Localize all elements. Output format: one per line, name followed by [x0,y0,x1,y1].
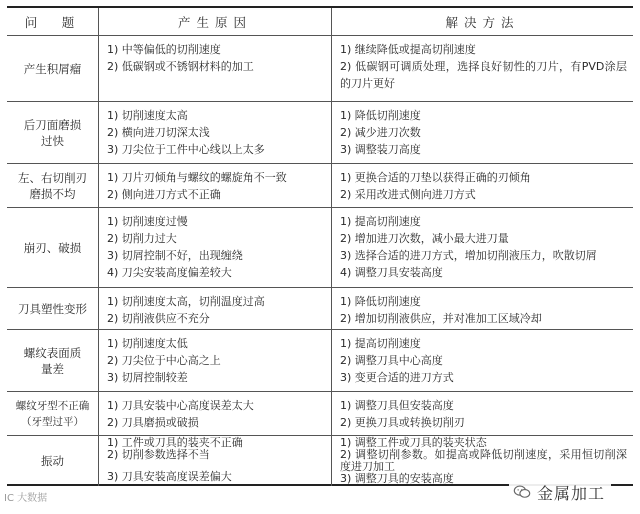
solution-item: 2) 低碳钢可调质处理，选择良好韧性的刀片，有PVD涂层的刀片更好 [340,60,627,90]
solution-item: 3) 调整装刀高度 [340,143,421,156]
solution-cell [332,164,633,207]
cause-cell [99,102,332,163]
solution-item: 2) 更换刀具或转换切削刃 [340,416,465,429]
cause-cell [99,36,332,101]
solution-item: 2) 减少进刀次数 [340,126,421,139]
cause-item: 2) 刀尖位于中心高之上 [107,354,221,367]
table-header-row [7,8,633,36]
solution-item: 3) 调整刀具的安装高度 [340,472,454,485]
solution-cell [332,392,633,435]
cause-item: 1) 刀具安装中心高度误差太大 [107,399,254,412]
problem-cell: 振动 [7,436,99,486]
cause-item: 2) 低碳钢或不锈钢材料的加工 [107,60,254,73]
problem-cell: 产生积屑瘤 [7,36,99,101]
header-cause: 产生原因 [99,8,332,35]
cause-item: 2) 侧向进刀方式不正确 [107,188,221,201]
solution-item: 3) 选择合适的进刀方式，增加切削液压力，吹散切屑 [340,249,597,262]
cause-item: 3) 刀具安装高度误差偏大 [107,470,232,483]
solution-cell [332,102,633,163]
problem-cell: 螺纹表面质量差 [7,330,99,391]
solution-item: 1) 调整工件或刀具的装夹状态 [340,436,487,449]
problem-cell: 螺纹牙型不正确（牙型过平） [7,392,99,435]
source-watermark: IC 大数据 [4,493,48,504]
cause-item: 2) 刀具磨损或破损 [107,416,199,429]
brand-badge [509,479,611,505]
problem-cell: 后刀面磨损过快 [7,102,99,163]
problem-cell: 刀具塑性变形 [7,288,99,329]
solution-cell [332,288,633,329]
cause-item: 4) 刀尖安装高度偏差较大 [107,266,232,279]
cause-cell [99,288,332,329]
cause-item: 2) 切削参数选择不当 [107,448,210,461]
cause-item: 1) 切削速度太高 [107,109,188,122]
solution-item: 1) 提高切削速度 [340,337,421,350]
cause-cell [99,208,332,287]
solution-item: 4) 调整刀具安装高度 [340,266,443,279]
brand-name: 金属加工 [537,483,606,503]
solution-item: 2) 调整切削参数。如提高或降低切削速度，采用恒切削深度进刀加工 [340,448,627,473]
table-row [7,102,633,164]
table-row [7,36,633,102]
solution-cell [332,208,633,287]
cause-cell [99,330,332,391]
cause-item: 3) 切屑控制不好，出现缠绕 [107,249,243,262]
cause-cell [99,436,332,486]
cause-item: 1) 中等偏低的切削速度 [107,43,221,56]
table-row [7,208,633,288]
solution-item: 2) 增加切削液供应，并对准加工区域冷却 [340,312,542,325]
solution-item: 1) 更换合适的刀垫以获得正确的刃倾角 [340,171,531,184]
solution-item: 2) 增加进刀次数，减小最大进刀量 [340,232,509,245]
cause-item: 2) 切削液供应不充分 [107,312,210,325]
cause-cell [99,392,332,435]
solution-item: 1) 降低切削速度 [340,295,421,308]
cause-item: 1) 切削速度太高，切削温度过高 [107,295,265,308]
solution-cell [332,330,633,391]
solution-item: 1) 降低切削速度 [340,109,421,122]
cause-item: 3) 切屑控制较差 [107,371,188,384]
solution-item: 2) 采用改进式侧向进刀方式 [340,188,476,201]
cause-item: 1) 切削速度太低 [107,337,188,350]
solution-item: 2) 调整刀具中心高度 [340,354,443,367]
header-solution: 解决方法 [445,14,520,30]
cause-item: 2) 切削力过大 [107,232,177,245]
solution-item: 1) 提高切削速度 [340,215,421,228]
table-row [7,164,633,208]
header-problem: 问 题 [7,8,99,35]
solution-item: 3) 变更合适的进刀方式 [340,371,454,384]
problem-cell: 崩刃、破损 [7,208,99,287]
solution-item: 1) 继续降低或提高切削速度 [340,43,476,56]
cause-item: 2) 横向进刀切深太浅 [107,126,210,139]
wechat-icon [513,485,531,499]
cause-cell [99,164,332,207]
troubleshooting-table [7,6,633,486]
solution-item: 1) 调整刀具但安装高度 [340,399,454,412]
cause-item: 1) 刀片刃倾角与螺纹的螺旋角不一致 [107,171,287,184]
cause-item: 3) 刀尖位于工件中心线以上太多 [107,143,265,156]
table-row [7,288,633,330]
solution-cell [332,36,633,101]
table-row [7,392,633,436]
cause-item: 1) 切削速度过慢 [107,215,188,228]
table-row [7,330,633,392]
problem-cell: 左、右切削刃磨损不均 [7,164,99,207]
cause-item: 1) 工件或刀具的装夹不正确 [107,436,243,449]
